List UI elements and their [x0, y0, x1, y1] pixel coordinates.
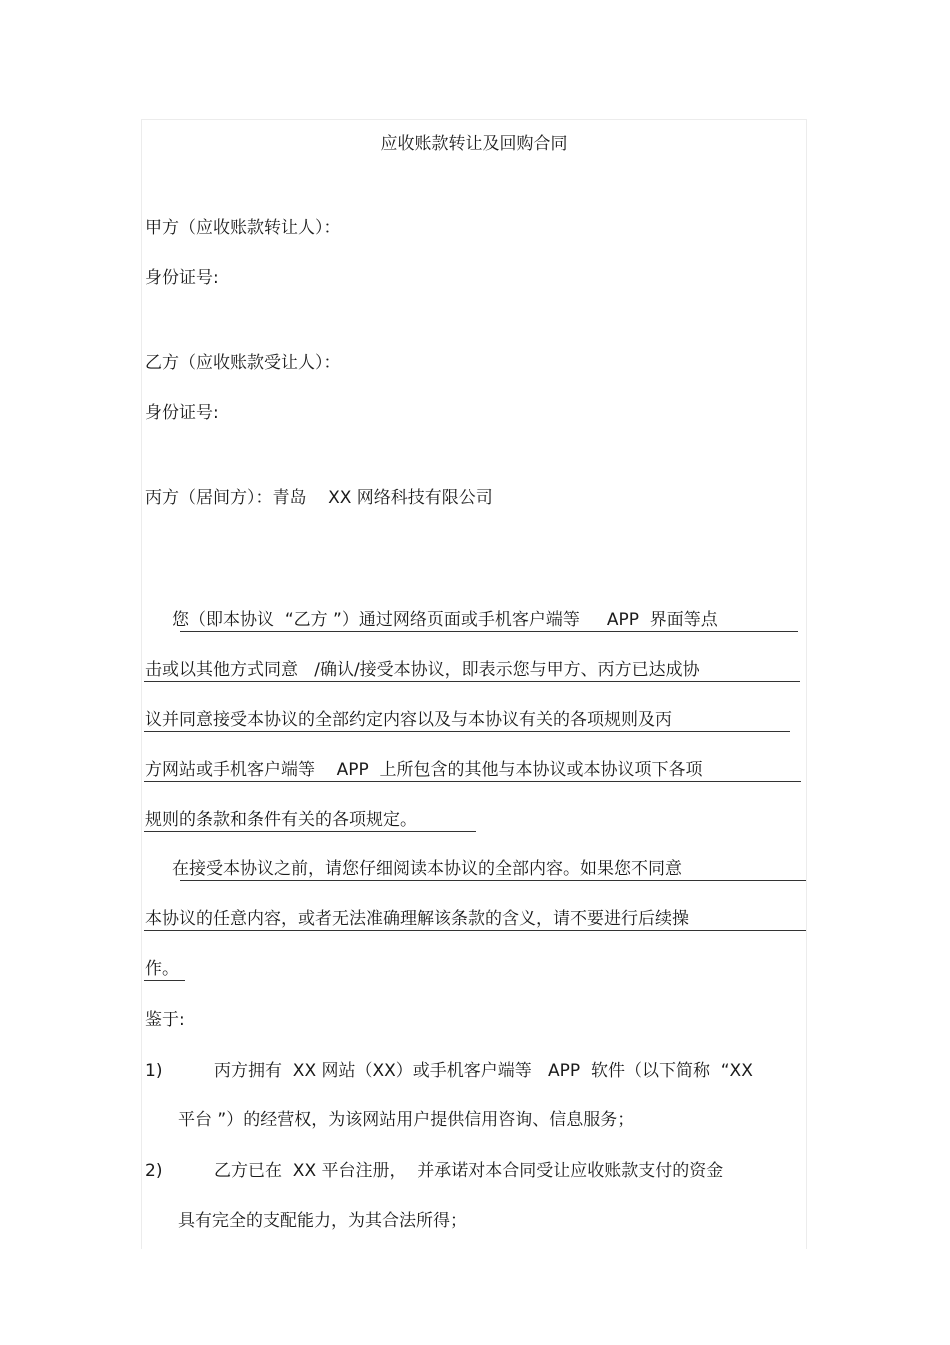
underline: [144, 731, 790, 732]
underline: [144, 930, 806, 931]
item-number: 1): [145, 1061, 163, 1081]
underline: [180, 631, 798, 632]
page-frame-left: [141, 119, 142, 1249]
item-line: 平台 ”）的经营权，为该网站用户提供信用咨询、信息服务；: [178, 1110, 635, 1130]
item-line: 丙方拥有 XX 网站（XX）或手机客户端等 APP 软件（以下简称 “XX: [214, 1061, 753, 1081]
party-b-label: 乙方（应收账款受让人）：: [145, 353, 341, 373]
para1-line: 方网站或手机客户端等 APP 上所包含的其他与本协议或本协议项下各项: [145, 760, 703, 780]
party-a-label: 甲方（应收账款转让人）：: [145, 218, 341, 238]
para1-line: 您（即本协议 “乙方 ”）通过网络页面或手机客户端等 APP 界面等点: [145, 610, 718, 630]
party-a-id-label: 身份证号:: [145, 268, 219, 288]
item-number: 2): [145, 1161, 163, 1181]
underline: [180, 880, 806, 881]
underline: [144, 831, 476, 832]
item-line: 具有完全的支配能力，为其合法所得；: [178, 1211, 467, 1231]
para2-line: 作。: [145, 959, 179, 979]
whereas-label: 鉴于:: [145, 1010, 185, 1030]
underline: [144, 781, 801, 782]
underline: [144, 980, 185, 981]
page-frame-top: [141, 119, 807, 120]
underline: [144, 681, 800, 682]
document-title: 应收账款转让及回购合同: [380, 134, 568, 154]
item-line: 乙方已在 XX 平台注册， 并承诺对本合同受让应收账款支付的资金: [214, 1161, 724, 1181]
para1-line: 规则的条款和条件有关的各项规定。: [145, 810, 417, 830]
para2-line: 在接受本协议之前，请您仔细阅读本协议的全部内容。如果您不同意: [145, 859, 683, 879]
para1-line: 议并同意接受本协议的全部约定内容以及与本协议有关的各项规则及丙: [145, 710, 672, 730]
party-c-label: 丙方（居间方）：青岛 XX 网络科技有限公司: [145, 488, 493, 508]
para2-line: 本协议的任意内容，或者无法准确理解该条款的含义，请不要进行后续操: [145, 909, 689, 929]
para1-line: 击或以其他方式同意 /确认/接受本协议，即表示您与甲方、丙方已达成协: [145, 660, 700, 680]
page-frame-right: [806, 119, 807, 1249]
party-b-id-label: 身份证号:: [145, 403, 219, 423]
